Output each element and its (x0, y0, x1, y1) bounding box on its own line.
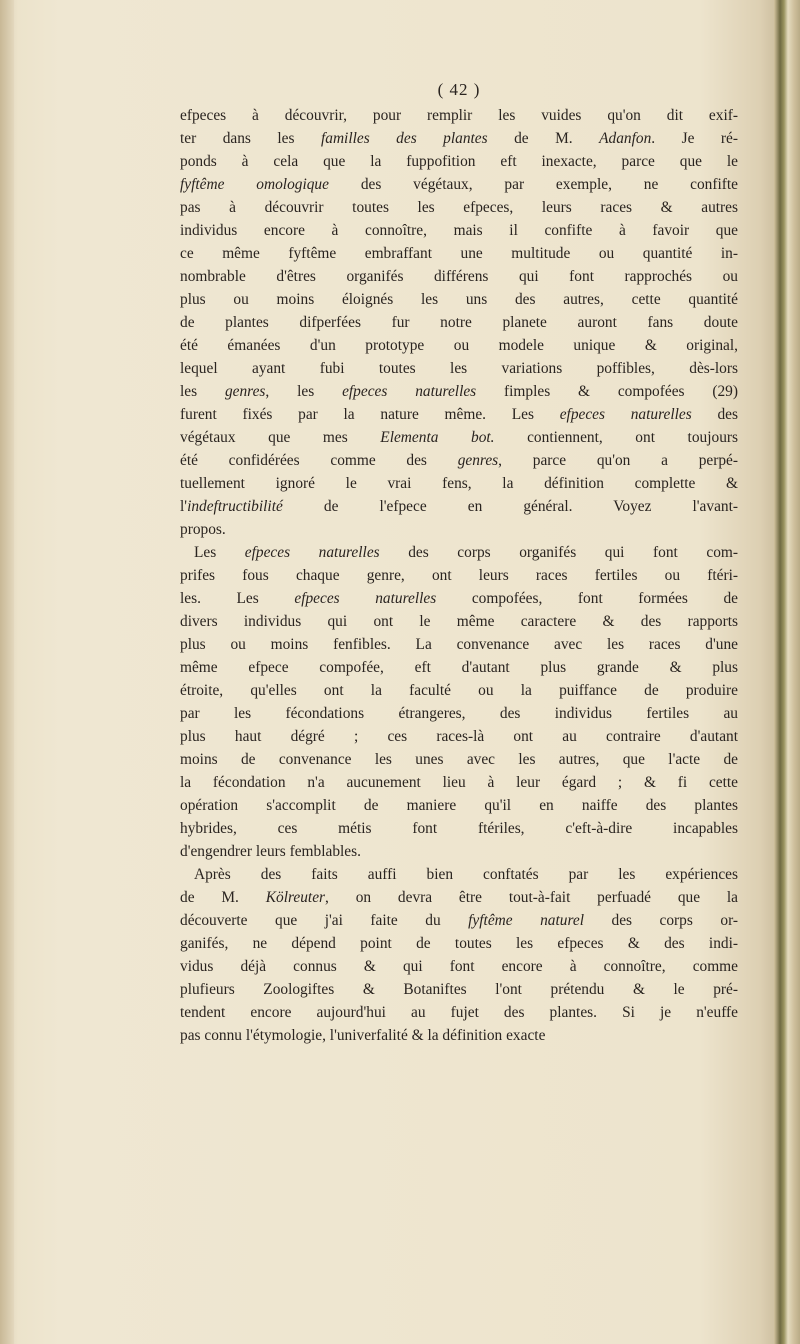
text-line: lequel ayant fubi toutes les variations poffibles, dès-lors (180, 360, 738, 377)
paragraph (180, 104, 738, 541)
text-line: opération s'accomplit de maniere qu'il en naiffe des plantes (180, 797, 738, 814)
text-line: découverte que j'ai faite du fyftême naturel des corps or- (180, 912, 738, 929)
text-line: Les efpeces naturelles des corps organifés qui font com- (194, 544, 738, 561)
text-line: pas à découvrir toutes les efpeces, leurs races & autres (180, 199, 738, 216)
text-line: d'engendrer leurs femblables. (180, 843, 361, 860)
text-line: de M. Kölreuter, on devra être tout-à-fait perfuadé que la (180, 889, 738, 906)
text-line: végétaux que mes Elementa bot. contiennent, ont toujours (180, 429, 738, 446)
text-line: été émanées d'un prototype ou modele unique & original, (180, 337, 738, 354)
text-line: furent fixés par la nature même. Les efpeces naturelles des (180, 406, 738, 423)
page-number: ( 42 ) (437, 80, 481, 99)
text-line: prifes fous chaque genre, ont leurs races fertiles ou ftéri- (180, 567, 738, 584)
text-line: plus ou moins éloignés les uns des autres, cette quantité (180, 291, 738, 308)
paragraph (180, 863, 738, 1047)
text-line: les. Les efpeces naturelles compofées, font formées de (180, 590, 738, 607)
text-line: Après des faits auffi bien conftatés par les expériences (194, 866, 738, 883)
text-line: moins de convenance les unes avec les autres, que l'acte de (180, 751, 738, 768)
text-line: les genres, les efpeces naturelles fimples & compofées (29) (180, 383, 738, 400)
page-edge (774, 0, 800, 1344)
text-line: pas connu l'étymologie, l'univerfalité & la définition exacte (180, 1027, 546, 1044)
text-line: plus haut dégré ; ces races-là ont au contraire d'autant (180, 728, 738, 745)
text-line: même efpece compofée, eft d'autant plus grande & plus (180, 659, 738, 676)
text-line: l'indeftructibilité de l'efpece en général. Voyez l'avant- (180, 498, 738, 515)
text-line: plus ou moins fenfibles. La convenance avec les races d'une (180, 636, 738, 653)
text-line: vidus déjà connus & qui font encore à connoître, comme (180, 958, 738, 975)
text-line: de plantes difperfées fur notre planete auront fans doute (180, 314, 738, 331)
text-line: tuellement ignoré le vrai fens, la définition complette & (180, 475, 738, 492)
book-page (180, 80, 738, 1330)
text-line: par les fécondations étrangeres, des individus fertiles au (180, 705, 738, 722)
text-line: efpeces à découvrir, pour remplir les vuides qu'on dit exif- (180, 107, 738, 124)
text-line: nombrable d'êtres organifés différens qui font rapprochés ou (180, 268, 738, 285)
text-line: hybrides, ces métis font ftériles, c'eft-à-dire incapables (180, 820, 738, 837)
text-line: ganifés, ne dépend point de toutes les efpeces & des indi- (180, 935, 738, 952)
text-line: individus encore à connoître, mais il confifte à favoir que (180, 222, 738, 239)
text-line: propos. (180, 521, 226, 538)
text-line: étroite, qu'elles ont la faculté ou la puiffance de produire (180, 682, 738, 699)
binding-gutter (0, 0, 14, 1344)
text-line: ter dans les familles des plantes de M. Adanfon. Je ré- (180, 130, 738, 147)
text-line: ponds à cela que la fuppofition eft inexacte, parce que le (180, 153, 738, 170)
body-text (180, 104, 738, 1047)
text-line: la fécondation n'a aucunement lieu à leur égard ; & fi cette (180, 774, 738, 791)
text-line: ce même fyftême embraffant une multitude ou quantité in- (180, 245, 738, 262)
text-line: tendent encore aujourd'hui au fujet des plantes. Si je n'euffe (180, 1004, 738, 1021)
text-line: fyftême omologique des végétaux, par exemple, ne confifte (180, 176, 738, 193)
paragraph (180, 541, 738, 863)
text-line: divers individus qui ont le même caractere & des rapports (180, 613, 738, 630)
text-line: plufieurs Zoologiftes & Botaniftes l'ont prétendu & le pré- (180, 981, 738, 998)
text-line: été confidérées comme des genres, parce qu'on a perpé- (180, 452, 738, 469)
